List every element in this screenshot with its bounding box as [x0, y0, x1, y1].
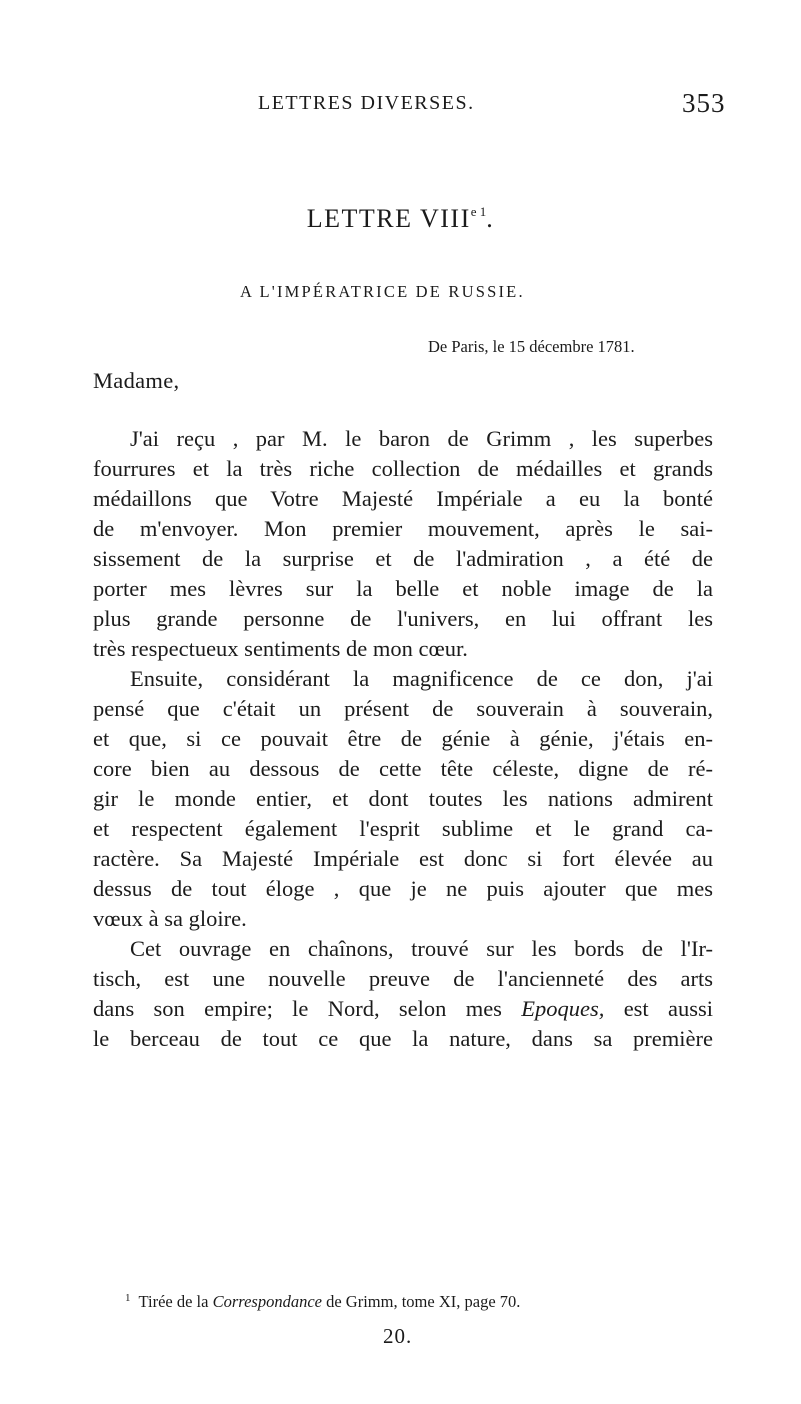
body-line	[93, 994, 713, 1024]
body-line: de m'envoyer. Mon premier mouvement, après le sai-	[93, 516, 713, 541]
dateline: De Paris, le 15 décembre 1781.	[428, 337, 635, 356]
body-line-text: dans son empire; le Nord, selon mes	[93, 996, 502, 1021]
letter-title	[0, 204, 801, 234]
body-line: très respectueux sentiments de mon cœur.	[93, 636, 468, 661]
body-line: sissement de la surprise et de l'admiration , a été de	[93, 546, 713, 571]
footnote	[125, 1292, 520, 1312]
body-line: J'ai reçu , par M. le baron de Grimm , les superbes	[130, 426, 713, 451]
body-line: fourrures et la très riche collection de médailles et grands	[93, 456, 713, 481]
body-line: et que, si ce pouvait être de génie à génie, j'étais en-	[93, 726, 713, 751]
body-line: ractère. Sa Majesté Impériale est donc si fort élevée au	[93, 846, 713, 871]
body-line: médaillons que Votre Majesté Impériale a eu la bonté	[93, 486, 713, 511]
body-line: core bien au dessous de cette tête céleste, digne de ré-	[93, 756, 713, 781]
page-number: 353	[682, 88, 726, 118]
body-line: plus grande personne de l'univers, en lui offrant les	[93, 606, 713, 631]
footnote-italic-title: Correspondance	[212, 1292, 322, 1311]
body-line: et respectent également l'esprit sublime et le grand ca-	[93, 816, 713, 841]
body-line: dessus de tout éloge , que je ne puis ajouter que mes	[93, 876, 713, 901]
epoques-italic: Epoques,	[521, 996, 605, 1021]
body-line-text-end: est aussi	[604, 996, 713, 1021]
footnote-text-before: Tirée de la	[138, 1292, 213, 1311]
addressee: A L'IMPÉRATRICE DE RUSSIE.	[240, 282, 525, 301]
body-line: gir le monde entier, et dont toutes les nations admirent	[93, 786, 713, 811]
body-line: pensé que c'était un présent de souverain à souverain,	[93, 696, 713, 721]
letter-title-period: .	[486, 204, 495, 233]
body-line: vœux à sa gloire.	[93, 906, 247, 931]
body-line: porter mes lèvres sur la belle et noble image de la	[93, 576, 713, 601]
footnote-marker: 1	[125, 1292, 131, 1304]
body-line: Cet ouvrage en chaînons, trouvé sur les bords de l'Ir-	[130, 936, 713, 961]
salutation: Madame,	[93, 368, 180, 393]
body-line: Ensuite, considérant la magnificence de ce don, j'ai	[130, 666, 713, 691]
signature-mark: 20.	[383, 1324, 413, 1348]
letter-title-superscript: e 1	[470, 204, 487, 219]
body-line: tisch, est une nouvelle preuve de l'ancienneté des arts	[93, 966, 713, 991]
footnote-text-after: de Grimm, tome XI, page 70.	[321, 1292, 521, 1311]
body-line: le berceau de tout ce que la nature, dans sa première	[93, 1026, 713, 1051]
letter-title-text: LETTRE VIII	[306, 204, 471, 233]
running-head: LETTRES DIVERSES.	[258, 92, 475, 114]
